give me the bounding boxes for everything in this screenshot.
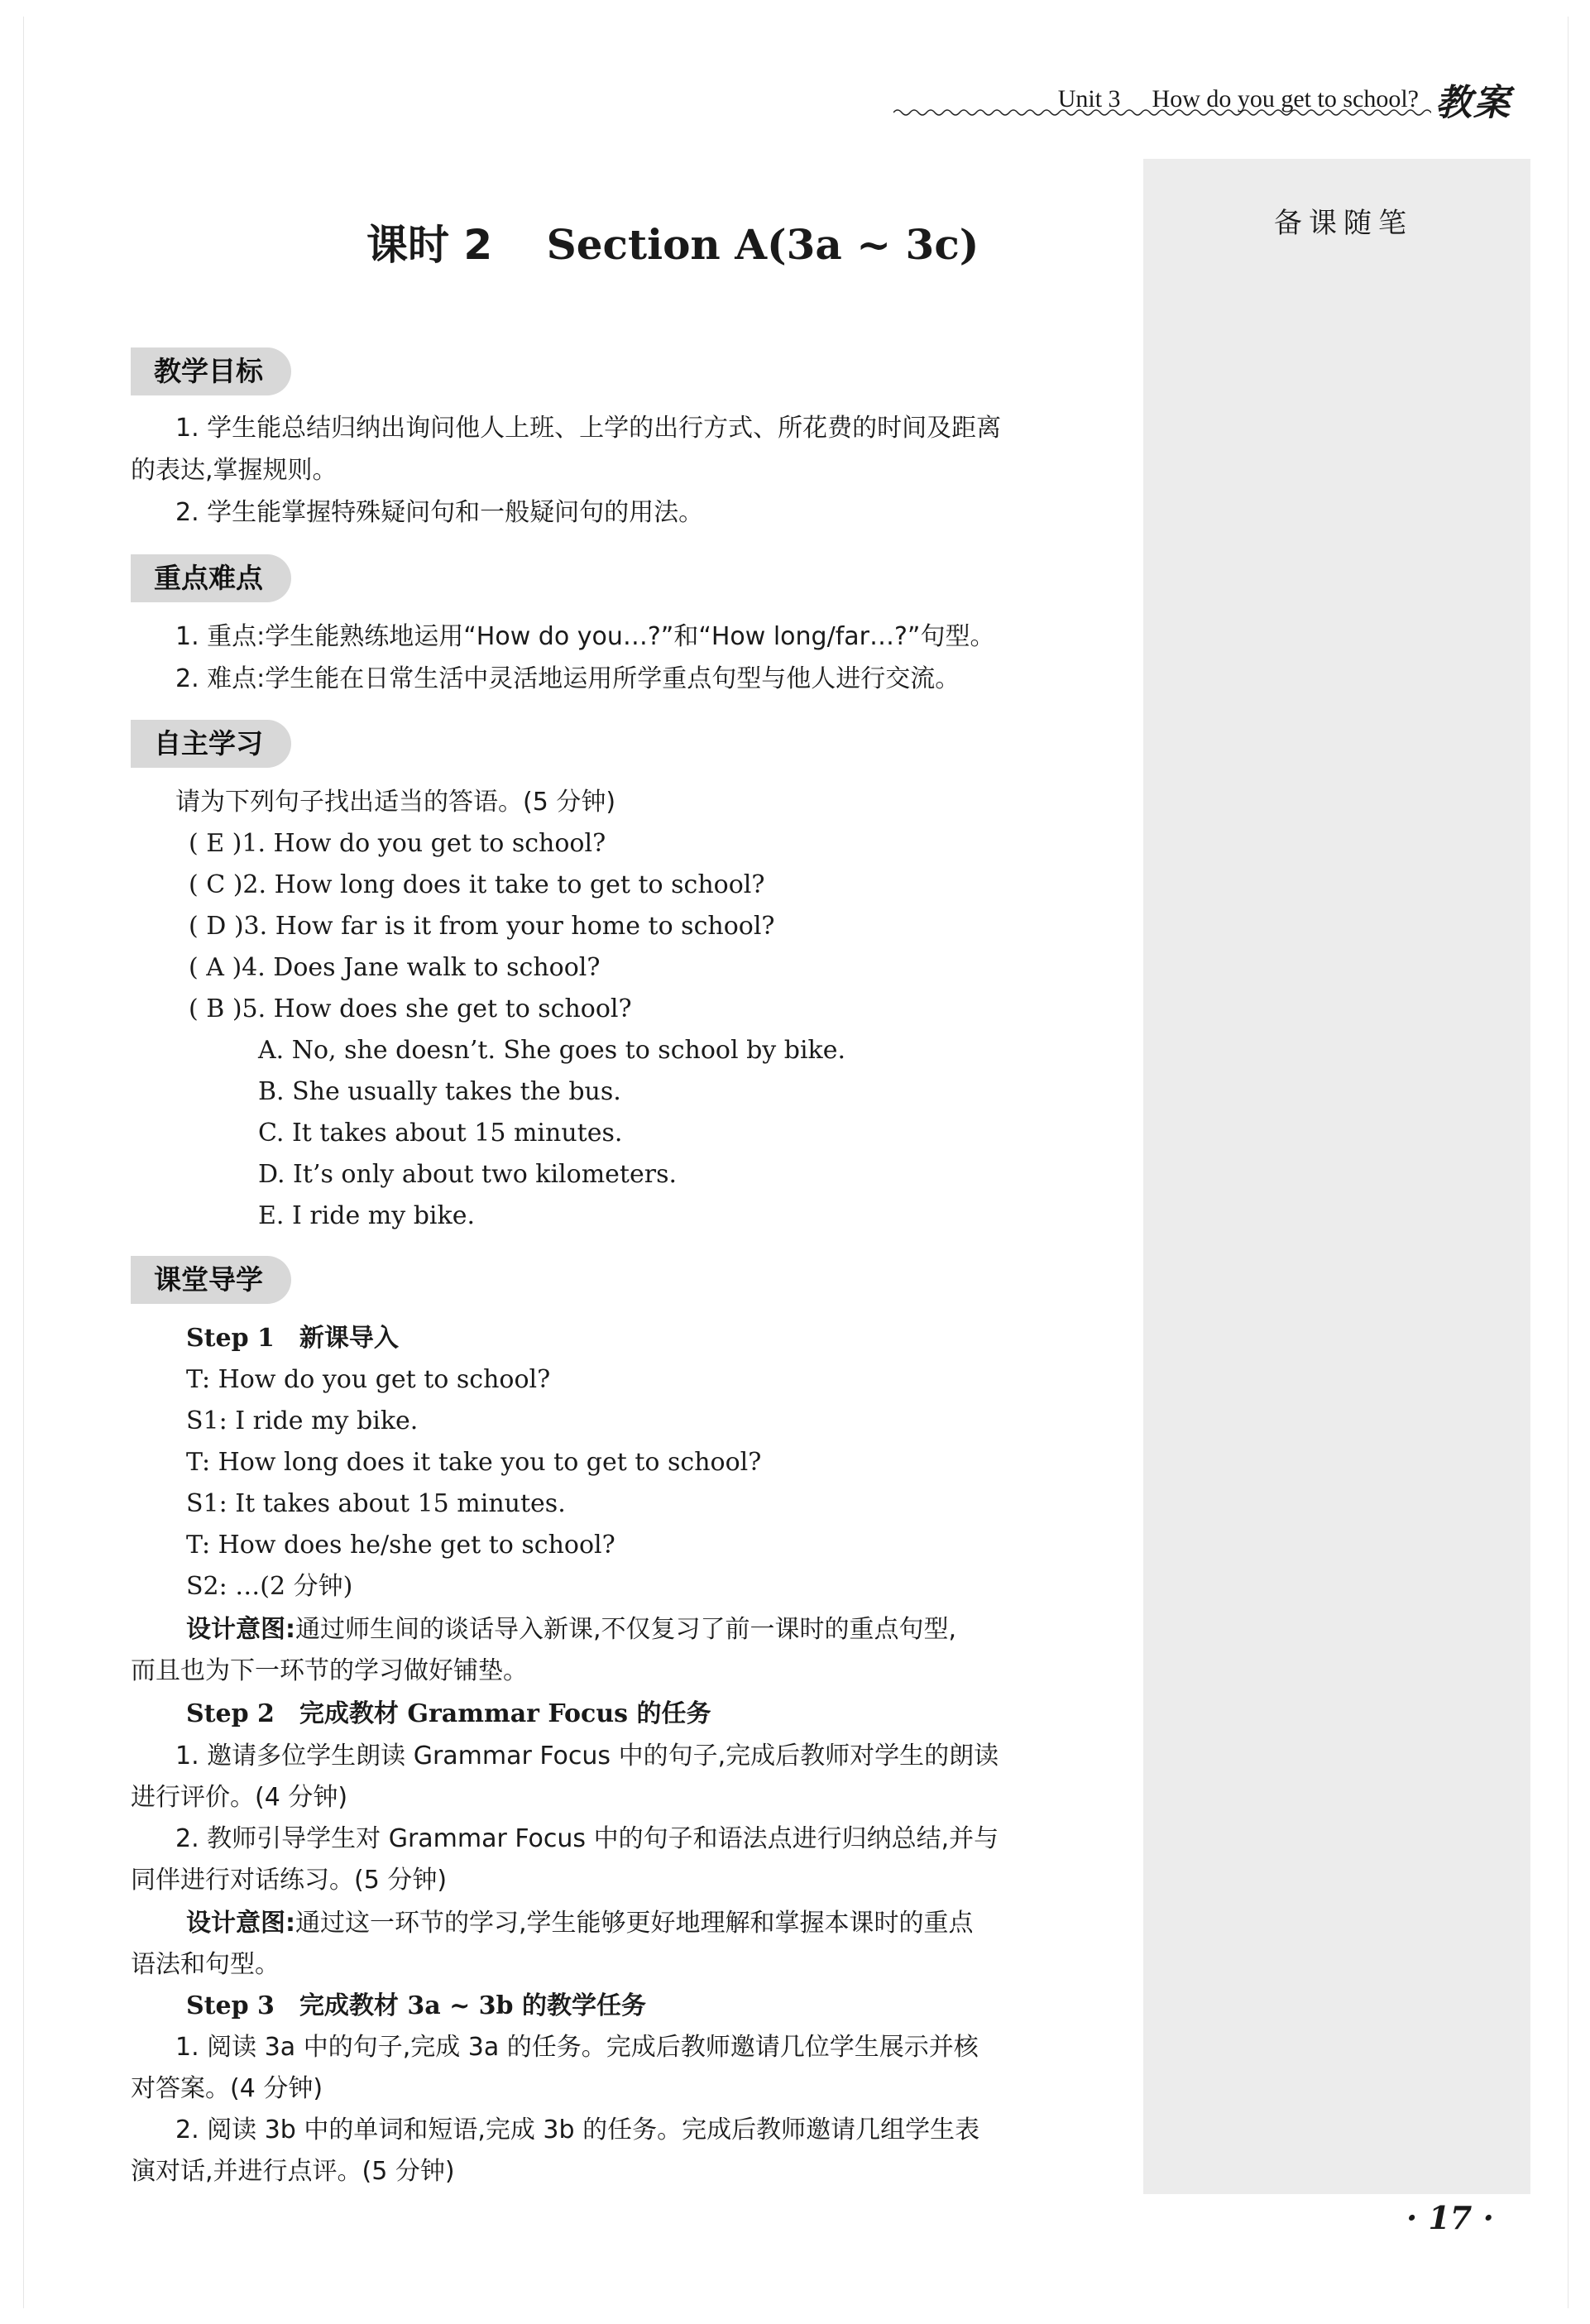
step3-item1-line2: 对答案。(4 分钟): [131, 2074, 323, 2103]
section-title: Section A(3a ~ 3c): [546, 220, 979, 269]
step1-intent-line2: 而且也为下一环节的学习做好铺垫。: [131, 1656, 528, 1685]
step2-item1-line2: 进行评价。(4 分钟): [131, 1783, 348, 1812]
page-title: [366, 212, 979, 271]
step1-intent: [186, 1613, 956, 1646]
question-2: ( C )2. How long does it take to get to school?: [189, 870, 765, 899]
option-b: B. She usually takes the bus.: [258, 1077, 621, 1106]
step3-item2-line2: 演对话,并进行点评。(5 分钟): [131, 2157, 455, 2186]
option-a: A. No, she doesn’t. She goes to school by bike.: [258, 1036, 846, 1065]
step1-title: Step 1 新课导入: [186, 1324, 399, 1353]
step3-title: Step 3 完成教材 3a ~ 3b 的教学任务: [186, 1991, 646, 2020]
option-e: E. I ride my bike.: [258, 1201, 475, 1230]
option-d: D. It’s only about two kilometers.: [258, 1160, 678, 1189]
classroom-heading: 课堂导学: [131, 1256, 291, 1304]
question-1: ( E )1. How do you get to school?: [189, 829, 606, 858]
key-point-2: 2. 难点:学生能在日常生活中灵活地运用所学重点句型与他人进行交流。: [175, 664, 960, 693]
dialogue-line-4: S1: It takes about 15 minutes.: [186, 1489, 566, 1518]
question-4: ( A )4. Does Jane walk to school?: [189, 953, 601, 982]
step1-intent-label: 设计意图:: [186, 1615, 295, 1644]
key-points-heading: 重点难点: [131, 554, 291, 602]
step2-intent-line2: 语法和句型。: [131, 1950, 280, 1979]
dialogue-line-3: T: How long does it take you to get to school?: [186, 1448, 762, 1477]
option-c: C. It takes about 15 minutes.: [258, 1119, 623, 1148]
running-header: [1058, 73, 1511, 126]
question-5: ( B )5. How does she get to school?: [189, 994, 632, 1023]
goal-item-1-line1: 1. 学生能总结归纳出询问他人上班、上学的出行方式、所花费的时间及距离: [175, 414, 1002, 443]
step3-item2-line1: 2. 阅读 3b 中的单词和短语,完成 3b 的任务。完成后教师邀请几组学生表: [175, 2116, 980, 2144]
unit-label: Unit 3: [1057, 85, 1121, 113]
goal-item-1-line2: 的表达,掌握规则。: [131, 456, 338, 485]
lesson-number: 课时 2: [366, 221, 493, 269]
dialogue-line-1: T: How do you get to school?: [186, 1365, 551, 1394]
wavy-rule: [893, 108, 1431, 117]
dialogue-line-6: S2: …(2 分钟): [186, 1572, 353, 1601]
step3-item1-line1: 1. 阅读 3a 中的句子,完成 3a 的任务。完成后教师邀请几位学生展示并核: [175, 2033, 979, 2062]
unit-topic: How do you get to school?: [1152, 85, 1419, 113]
step2-item2-line2: 同伴进行对话练习。(5 分钟): [131, 1866, 448, 1895]
notes-sidebar: [1143, 159, 1530, 2194]
question-3: ( D )3. How far is it from your home to school?: [189, 912, 775, 941]
step2-title: Step 2 完成教材 Grammar Focus 的任务: [186, 1699, 711, 1728]
header-badge: 教案: [1435, 82, 1511, 124]
self-study-heading: 自主学习: [131, 720, 291, 768]
step2-intent-label: 设计意图:: [186, 1909, 295, 1938]
dialogue-line-2: S1: I ride my bike.: [186, 1406, 419, 1435]
step2-intent-text: 通过这一环节的学习,学生能够更好地理解和掌握本课时的重点: [295, 1909, 974, 1938]
step1-intent-text: 通过师生间的谈话导入新课,不仅复习了前一课时的重点句型,: [295, 1615, 957, 1644]
sidebar-label: 备课随笔: [1274, 207, 1413, 240]
step2-item2-line1: 2. 教师引导学生对 Grammar Focus 中的句子和语法点进行归纳总结,并与: [175, 1824, 999, 1853]
goals-heading: 教学目标: [131, 347, 291, 395]
self-study-instruction: 请为下列句子找出适当的答语。(5 分钟): [175, 788, 616, 817]
dialogue-line-5: T: How does he/she get to school?: [186, 1531, 615, 1560]
step2-intent: [186, 1907, 974, 1940]
goal-item-2: 2. 学生能掌握特殊疑问句和一般疑问句的用法。: [175, 498, 704, 527]
step2-item1-line1: 1. 邀请多位学生朗读 Grammar Focus 中的句子,完成后教师对学生的朗读: [175, 1742, 999, 1771]
key-point-1: 1. 重点:学生能熟练地运用“How do you…?”和“How long/far…?”句型。: [175, 622, 995, 651]
page-number: · 17 ·: [1406, 2199, 1494, 2236]
